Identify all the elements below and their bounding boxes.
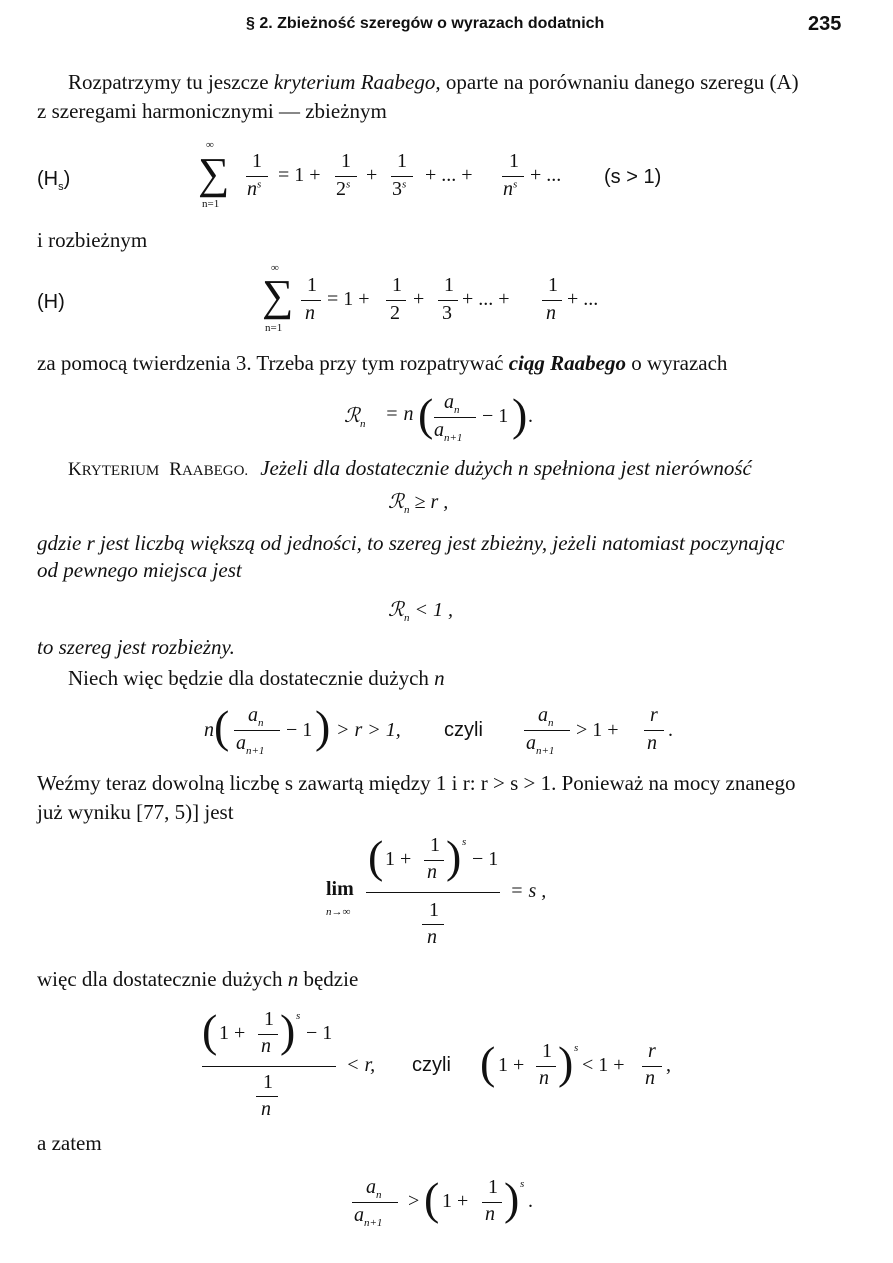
sigma-symbol: ∑: [198, 149, 230, 198]
denominator-one: 1: [263, 1071, 273, 1093]
criterion-heading: KRYTERIUM RAABEGO. Jeżeli dla dostatecznie dużych n spełniona jest nierówność: [68, 456, 752, 480]
plus: +: [366, 164, 378, 186]
denominator: 2$^s$: [336, 178, 351, 200]
numerator: 1: [307, 274, 317, 296]
sum-upper-limit: ∞: [206, 139, 214, 151]
take-s-line-2: już wyniku [77, 5)] jest: [37, 800, 234, 824]
numerator: $a_n$: [366, 1176, 382, 1201]
denominator: n: [645, 1067, 655, 1089]
denominator: $a_{n+1}$: [236, 732, 265, 757]
plus-dots: + ...: [530, 164, 562, 186]
left-paren: (: [368, 831, 384, 882]
sigma-symbol: ∑: [262, 271, 294, 320]
fraction-bar: [352, 1202, 398, 1203]
one-plus: 1 +: [498, 1054, 525, 1076]
fraction-bar: [524, 730, 570, 731]
numerator: 1: [397, 150, 407, 172]
lim-subscript: n→∞: [326, 906, 351, 918]
numerator: $a_n$: [444, 391, 460, 416]
gt-1-plus: > 1 +: [576, 719, 619, 741]
fraction-bar: [438, 300, 458, 301]
eq-s: = s ,: [510, 880, 547, 902]
right-paren: ): [558, 1037, 574, 1088]
fraction-bar: [644, 730, 664, 731]
fraction-bar: [335, 176, 357, 177]
left-paren: (: [214, 701, 230, 752]
fraction-bar: [256, 1096, 278, 1097]
denominator-one: 1: [429, 899, 439, 921]
one-plus: 1 +: [385, 848, 412, 870]
denominator: $a_{n+1}$: [526, 732, 555, 757]
fraction-bar: [301, 300, 321, 301]
raabe-symbol: ℛ$_n$: [344, 405, 366, 430]
fraction-bar: [202, 1066, 336, 1067]
right-paren: ): [315, 701, 331, 752]
fraction-bar: [366, 892, 500, 893]
numerator: r: [650, 704, 658, 726]
plus-dots-plus: + ... +: [462, 288, 510, 310]
divergent-label: i rozbieżnym: [37, 228, 148, 252]
lt-one-plus: < 1 +: [582, 1054, 625, 1076]
fraction-bar: [234, 730, 280, 731]
divergence-text: to szereg jest rozbieżny.: [37, 635, 235, 659]
minus-one: − 1: [306, 1022, 333, 1044]
intro-line-2: z szeregami harmonicznymi — zbieżnym: [37, 99, 387, 123]
numerator: 1: [252, 150, 262, 172]
numerator: 1: [509, 150, 519, 172]
fraction-bar: [246, 176, 268, 177]
n-factor: n: [204, 719, 214, 741]
sum-upper-limit: ∞: [271, 262, 279, 274]
right-paren: ): [504, 1173, 520, 1224]
numerator: 1: [430, 834, 440, 856]
therefore-text: więc dla dostatecznie dużych n będzie: [37, 967, 359, 991]
page-number: 235: [808, 13, 842, 35]
hence-text: a zatem: [37, 1131, 102, 1155]
comma: ,: [666, 1054, 671, 1076]
plus-dots: + ...: [567, 288, 599, 310]
plus: +: [413, 288, 425, 310]
numerator: 1: [264, 1008, 274, 1030]
czyli: czyli: [412, 1054, 451, 1076]
denominator: n: [485, 1203, 495, 1225]
numerator: $a_n$: [248, 704, 264, 729]
dot: .: [528, 1190, 533, 1212]
fraction-bar: [542, 300, 562, 301]
denominator: $n^s$: [247, 178, 262, 200]
minus-one: − 1: [286, 719, 313, 741]
denominator: $n^s$: [503, 178, 518, 200]
minus-one: − 1: [472, 848, 499, 870]
inequality-ge-r: ℛ$_n$ ≥ r ,: [388, 491, 449, 516]
exponent-s: s: [296, 1010, 301, 1022]
denominator: n: [427, 861, 437, 883]
inequality-lt-1: ℛ$_n$ < 1 ,: [388, 599, 453, 624]
plus-dots-plus: + ... +: [425, 164, 473, 186]
numerator: 1: [548, 274, 558, 296]
denominator-n: n: [261, 1098, 271, 1120]
theorem-reference: za pomocą twierdzenia 3. Trzeba przy tym rozpatrywać ciąg Raabego o wyrazach: [37, 351, 728, 375]
gt-r-gt-1: > r > 1,: [336, 719, 401, 741]
denominator-n: n: [427, 926, 437, 948]
fraction-bar: [502, 176, 524, 177]
numerator: r: [648, 1040, 656, 1062]
eq-one-plus: = 1 +: [327, 288, 370, 310]
exponent-s: s: [574, 1042, 579, 1054]
denominator: n: [305, 302, 315, 324]
exponent-s: s: [520, 1178, 525, 1190]
right-paren: ): [446, 831, 462, 882]
exponent-s: s: [462, 836, 467, 848]
denominator: 3$^s$: [392, 178, 407, 200]
lt-r: < r,: [346, 1054, 376, 1076]
dot: .: [668, 719, 673, 741]
one-plus: 1 +: [442, 1190, 469, 1212]
condition-line-1: gdzie r jest liczbą większą od jedności, to szereg jest zbieżny, jeżeli natomiast poczynając: [37, 531, 785, 555]
proof-start: Niech więc będzie dla dostatecznie dużych n: [68, 666, 445, 690]
formula-hs-label: $(H_s)$: [37, 168, 71, 193]
lim: lim: [326, 878, 354, 900]
take-s-line-1: Weźmy teraz dowolną liczbę s zawartą między 1 i r: r > s > 1. Ponieważ na mocy znanego: [37, 771, 796, 795]
fraction-bar: [386, 300, 406, 301]
denominator: $a_{n+1}$: [434, 419, 463, 444]
left-paren: (: [202, 1005, 218, 1056]
formula-h-label: (H): [37, 291, 65, 313]
numerator: 1: [542, 1040, 552, 1062]
fraction-bar: [391, 176, 413, 177]
numerator: 1: [444, 274, 454, 296]
denominator: 3: [442, 302, 452, 324]
right-paren: ): [512, 389, 528, 440]
intro-line-1: Rozpatrzymy tu jeszcze kryterium Raabego, oparte na porównaniu danego szeregu (A): [68, 70, 799, 94]
fraction-bar: [422, 924, 444, 925]
gt: >: [408, 1190, 420, 1212]
running-title: § 2. Zbieżność szeregów o wyrazach dodatnich: [246, 15, 605, 32]
eq-one-plus: = 1 +: [278, 164, 321, 186]
denominator: $a_{n+1}$: [354, 1204, 383, 1229]
left-paren: (: [418, 389, 434, 440]
denominator: n: [647, 732, 657, 754]
minus-one: − 1: [482, 405, 509, 427]
left-paren: (: [480, 1037, 496, 1088]
denominator: n: [546, 302, 556, 324]
sum-lower-limit: n=1: [202, 198, 220, 210]
numerator: 1: [341, 150, 351, 172]
numerator: 1: [392, 274, 402, 296]
condition-line-2: od pewnego miejsca jest: [37, 558, 242, 582]
eq-n: = n: [385, 403, 414, 425]
sum-lower-limit: n=1: [265, 322, 283, 334]
czyli: czyli: [444, 719, 483, 741]
convergence-condition: (s > 1): [604, 166, 662, 188]
denominator: n: [539, 1067, 549, 1089]
denominator: n: [261, 1035, 271, 1057]
fraction-bar: [434, 417, 476, 418]
dot: .: [528, 405, 533, 427]
numerator: $a_n$: [538, 704, 554, 729]
left-paren: (: [424, 1173, 440, 1224]
right-paren: ): [280, 1005, 296, 1056]
one-plus: 1 +: [219, 1022, 246, 1044]
numerator: 1: [488, 1176, 498, 1198]
denominator: 2: [390, 302, 400, 324]
